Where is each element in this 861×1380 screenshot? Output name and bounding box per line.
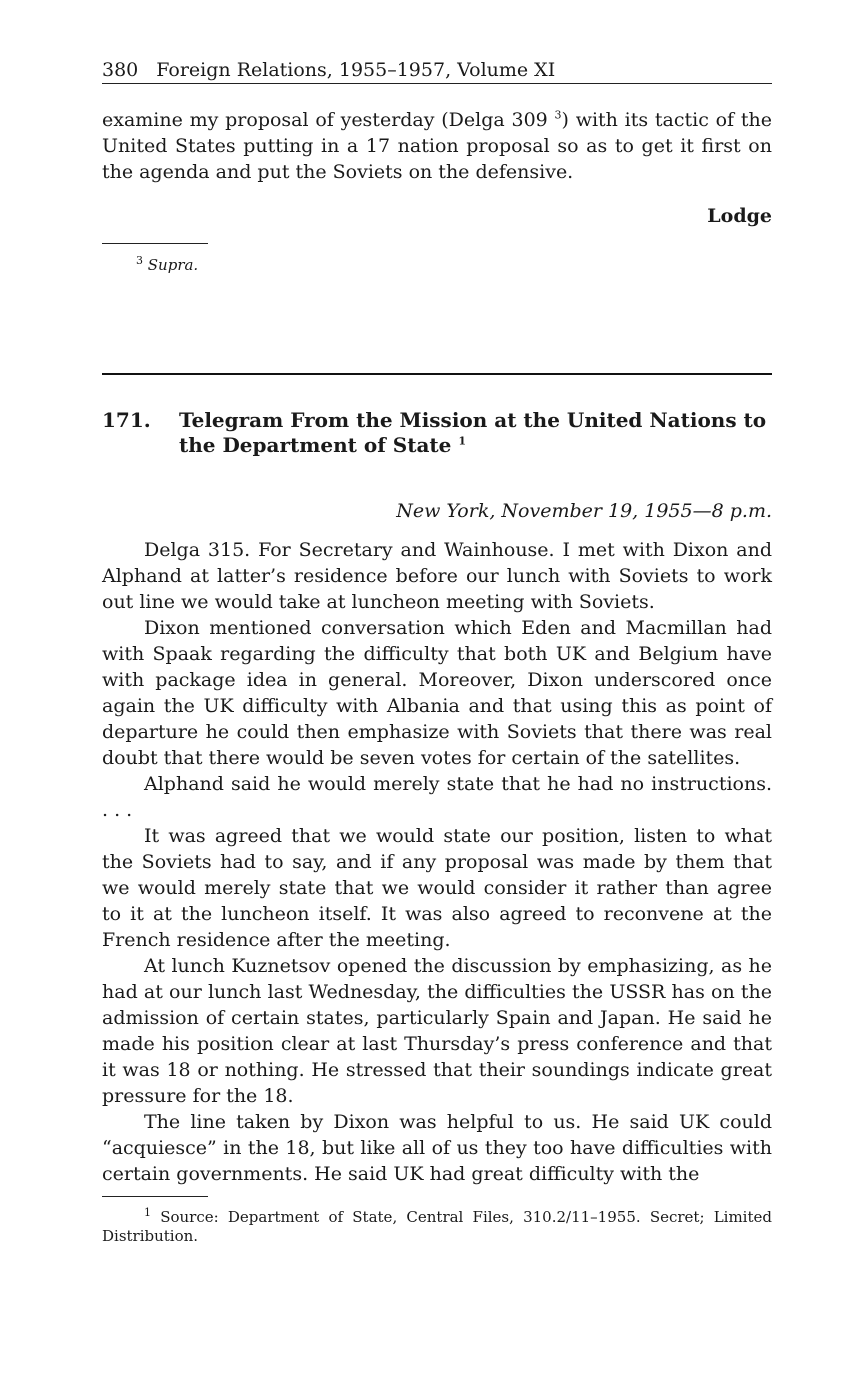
- paragraph: Alphand said he would merely state that he had no instructions. . . .: [102, 773, 772, 821]
- footnote-marker: 1: [144, 1206, 151, 1219]
- footnote-3: [136, 256, 436, 275]
- continuation-text: [102, 107, 772, 185]
- document-title: Telegram From the Mission at the United Nations to the Department of State $^1$: [179, 408, 767, 457]
- paragraph: It was agreed that we would state our position, listen to what the Soviets had to say, and if any proposal was made by them that we would merely state that we would consider it rather than agree to it at the luncheon itself. It was also agreed to reconvene at the French residence after the meeting.: [102, 825, 772, 951]
- running-head: [102, 58, 772, 84]
- footnote-divider: [102, 243, 208, 244]
- document-body: [102, 537, 772, 1187]
- document-number: 171.: [102, 408, 151, 432]
- dateline: New York, November 19, 1955—8 p.m.: [396, 500, 772, 522]
- footnote-marker: 3: [136, 254, 143, 267]
- paragraph: Delga 315. For Secretary and Wainhouse. I met with Dixon and Alphand at latter’s residence before our lunch with Soviets to work out line we would take at luncheon meeting with Soviets.: [102, 539, 772, 613]
- footnote-1: [102, 1208, 772, 1246]
- footnote-ref-3[interactable]: 3: [554, 108, 562, 122]
- paragraph: The line taken by Dixon was helpful to us. He said UK could “acquiesce” in the 18, but like all of us they too have difficulties with certain governments. He said UK had great difficulty with the: [102, 1111, 772, 1185]
- continuation-paragraph: examine my proposal of yesterday (Delga 309 $^3$) with its tactic of the United States putting in a 17 nation proposal so as to get it first on the agenda and put the Soviets on the defensive.: [102, 108, 772, 183]
- section-divider: [102, 373, 772, 375]
- document-heading: [102, 408, 772, 458]
- footnote-text: Source: Department of State, Central Files, 310.2/11–1955. Secret; Limited Distribution.: [102, 1208, 772, 1245]
- signature: Lodge: [707, 205, 772, 227]
- footnote-divider: [102, 1196, 208, 1197]
- footnote-ref-1[interactable]: 1: [458, 434, 467, 448]
- footnote-text: Supra.: [147, 256, 199, 274]
- paragraph: Dixon mentioned conversation which Eden and Macmillan had with Spaak regarding the difficulty that both UK and Belgium have with package idea in general. Moreover, Dixon underscored once again the UK difficulty with Albania and that using this as point of departure he could then emphasize with Soviets that there was real doubt that there would be seven votes for certain of the satellites.: [102, 617, 772, 769]
- volume-title: Foreign Relations, 1955–1957, Volume XI: [156, 59, 556, 81]
- page-number: 380: [102, 59, 139, 81]
- paragraph: At lunch Kuznetsov opened the discussion by emphasizing, as he had at our lunch last Wednesday, the difficulties the USSR has on the admission of certain states, particularly Spain and Japan. He said he made his position clear at last Thursday’s press conference and that it was 18 or nothing. He stressed that their soundings indicate great pressure for the 18.: [102, 955, 772, 1107]
